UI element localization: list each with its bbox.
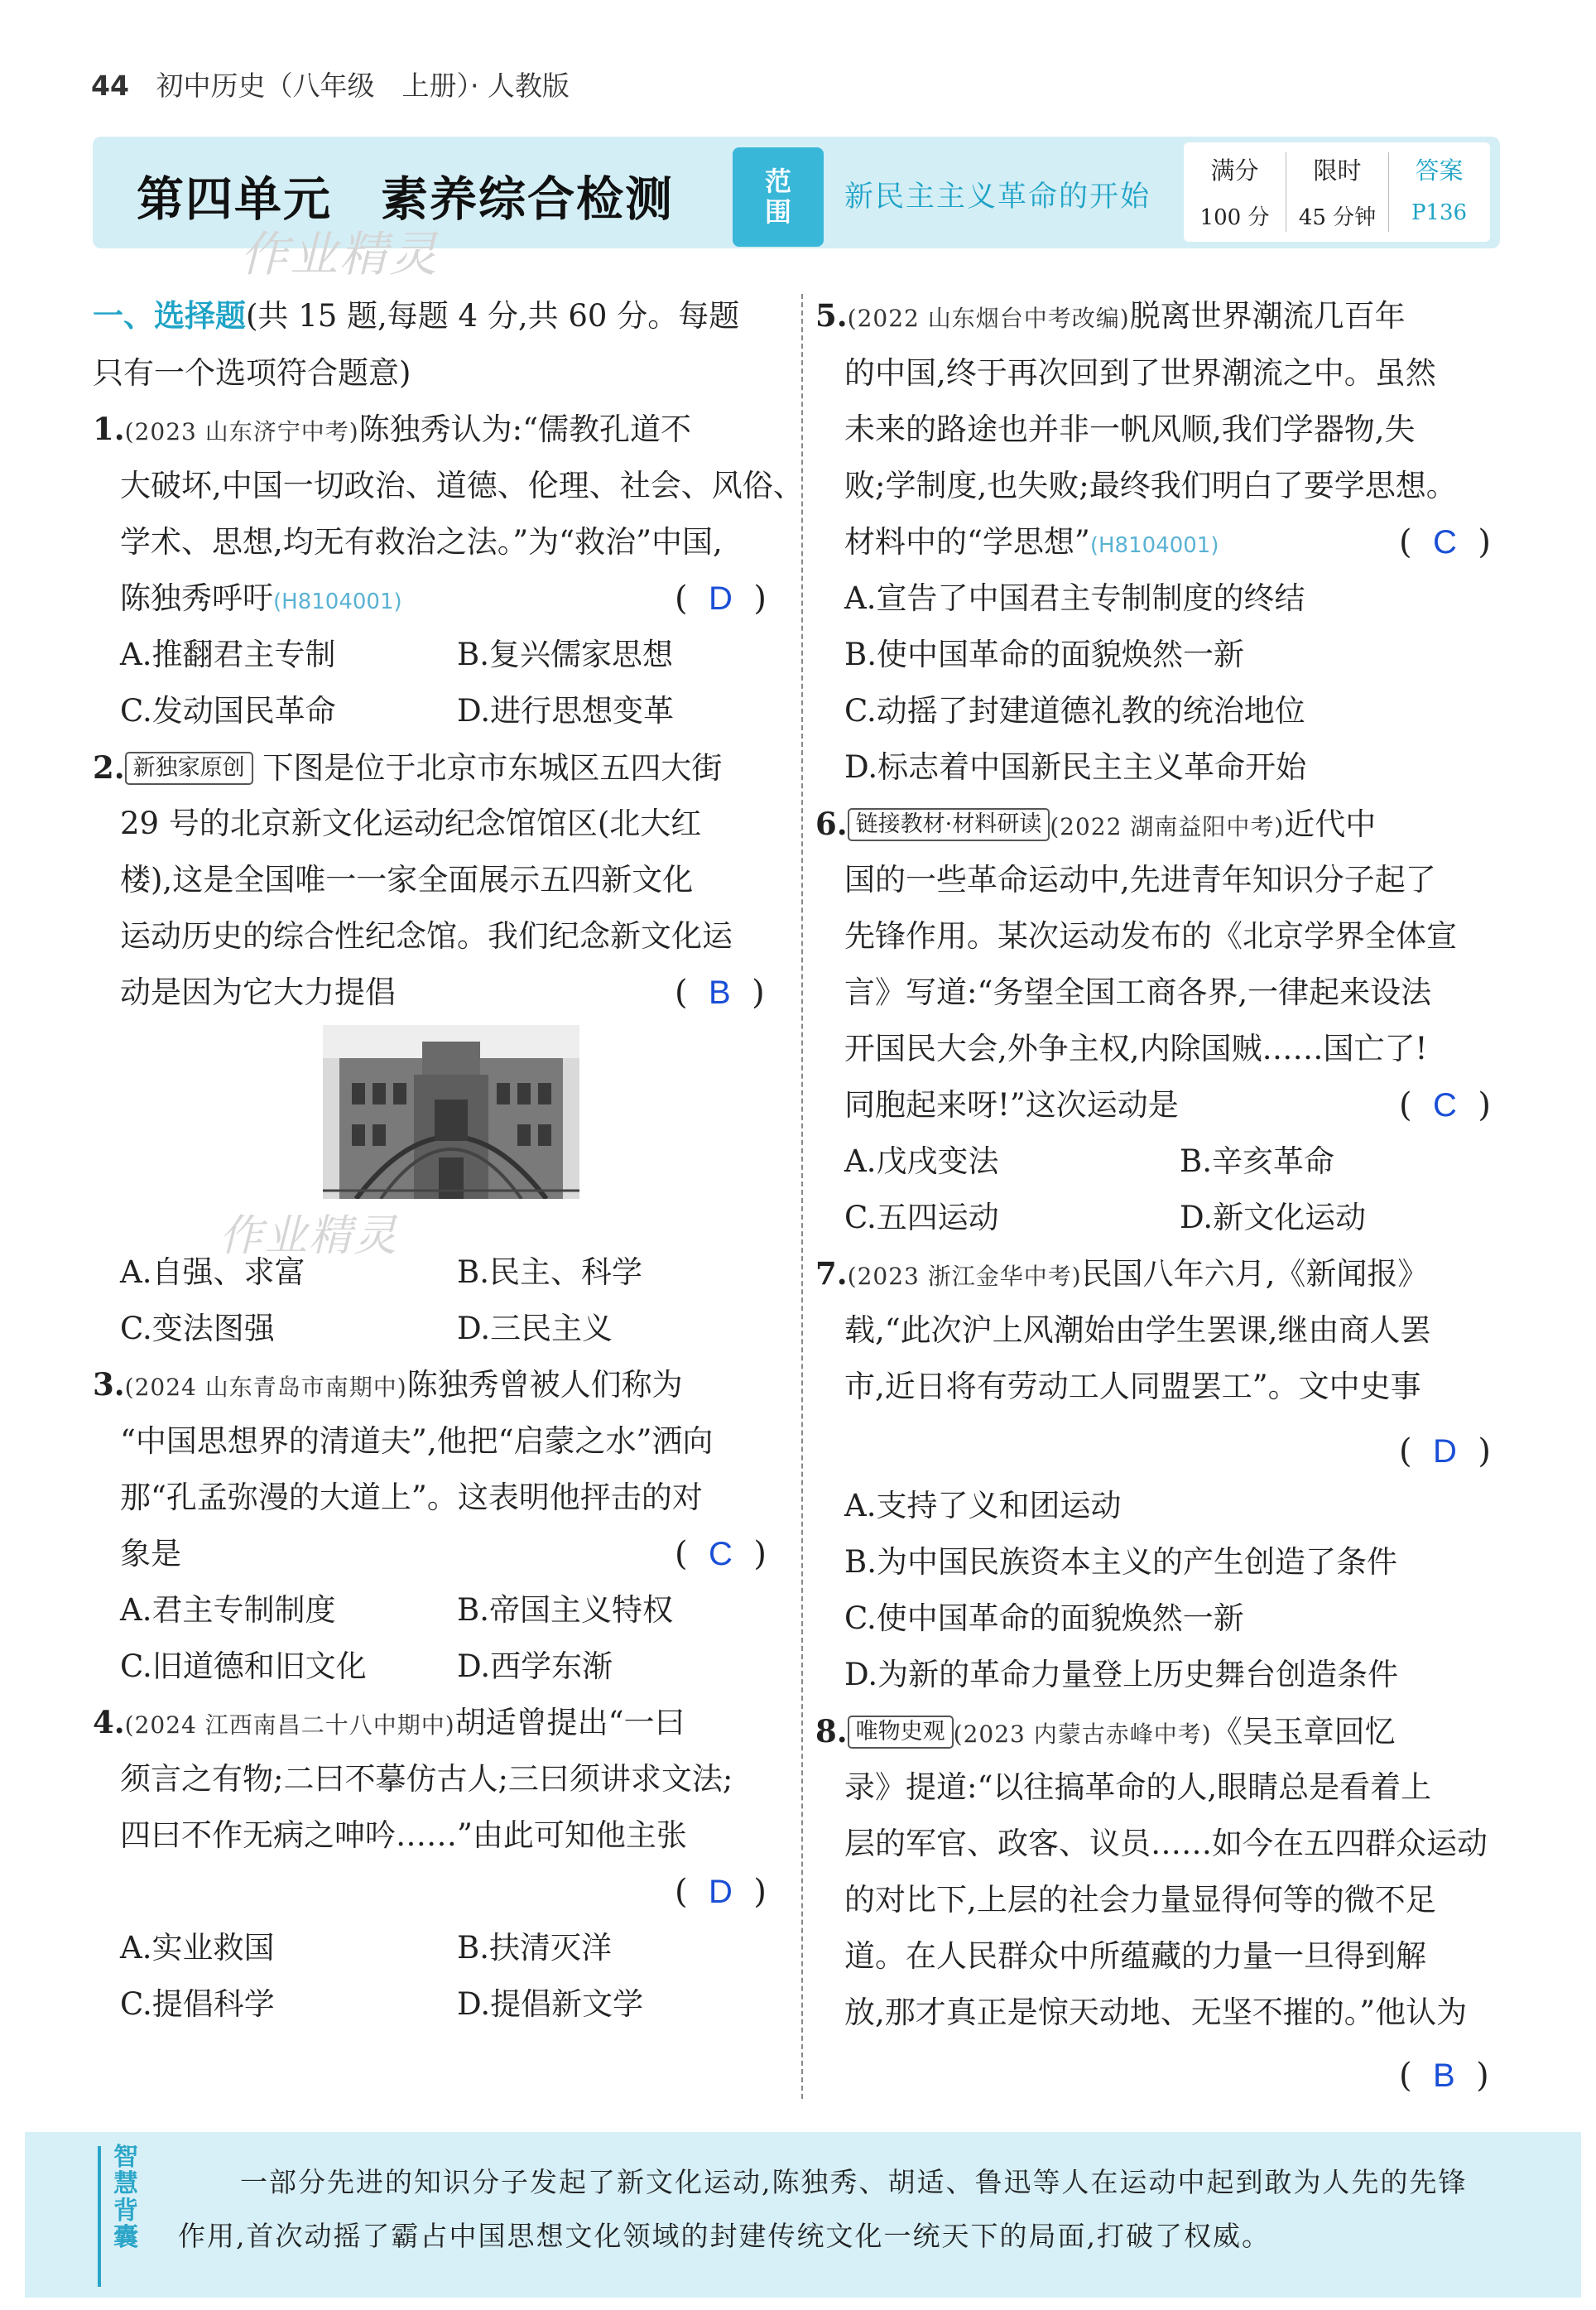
question-number: 4.: [93, 1704, 125, 1740]
option-c: C.使中国革命的面貌焕然一新: [844, 1600, 1244, 1636]
question-text: 下图是位于北京市东城区五四大街: [262, 750, 723, 786]
question-text: 陈独秀曾被人们称为: [406, 1367, 683, 1403]
section-intro: (共 15 题,每题 4 分,共 60 分。每题: [246, 298, 740, 334]
page-header: [91, 65, 570, 103]
answer-letter: D: [1433, 1433, 1457, 1470]
building-illustration: [323, 1025, 579, 1199]
option-d: D.三民主义: [457, 1311, 613, 1346]
answer-page: P136: [1411, 200, 1468, 225]
question-2: [93, 749, 723, 786]
option-a: A.宣告了中国君主专制制度的终结: [844, 580, 1305, 616]
question-text: 学术、思想,均无有救治之法。”为“救治”中国,: [120, 524, 723, 560]
answer-letter: D: [709, 580, 733, 617]
tip-accent-bar: [98, 2146, 101, 2287]
question-text: 开国民大会,外争主权,内除国贼……国亡了!: [844, 1031, 1428, 1066]
question-text: [120, 580, 402, 616]
section-intro-line: 只有一个选项符合题意): [93, 355, 411, 391]
question-source: (2023 山东济宁中考): [124, 418, 359, 445]
question-text: 四曰不作无病之呻吟……”由此可知他主张: [120, 1817, 687, 1853]
tip-label: 智慧背囊: [113, 2143, 138, 2253]
question-text: 市,近日将有劳动工人同盟罢工”。文中史事: [844, 1369, 1421, 1404]
section-heading: [93, 298, 740, 334]
answer-label: 答案: [1415, 156, 1464, 185]
question-text: 近代中: [1284, 806, 1377, 842]
option-b: B.为中国民族资本主义的产生创造了条件: [844, 1544, 1397, 1580]
option-c: C.变法图强: [120, 1311, 275, 1346]
answer-box: ( D ): [675, 1873, 767, 1911]
option-d: D.新文化运动: [1180, 1200, 1367, 1235]
option-a: A.戊戌变法: [844, 1143, 999, 1179]
option-d: D.提倡新文学: [457, 1986, 644, 2022]
full-score-label: 满分: [1210, 156, 1259, 185]
watermark: 作业精灵: [240, 226, 440, 282]
option-d: D.进行思想变革: [457, 693, 675, 729]
question-number: 5.: [815, 297, 848, 334]
question-text: 陈独秀呼吁: [120, 580, 273, 616]
option-a: A.自强、求富: [120, 1254, 305, 1290]
option-d: D.为新的革命力量登上历史舞台创造条件: [844, 1657, 1399, 1692]
question-text: 的对比下,上层的社会力量显得何等的微不足: [844, 1882, 1436, 1918]
answer-box: ( B ): [1399, 2057, 1489, 2095]
answer-letter: B: [1433, 2057, 1455, 2094]
question-text: 大破坏,中国一切政治、道德、伦理、社会、风俗、: [120, 468, 804, 503]
question-text: 的中国,终于再次回到了世界潮流之中。虽然: [844, 355, 1436, 391]
question-code: (H8104001): [1089, 533, 1219, 558]
watermark: 作业精灵: [219, 1211, 399, 1261]
question-7: [815, 1255, 1429, 1292]
answer-letter: C: [1433, 1087, 1457, 1124]
option-b: B.使中国革命的面貌焕然一新: [844, 637, 1244, 672]
scope-label: 范围: [764, 166, 791, 228]
question-text: 须言之有物;二曰不摹仿古人;三曰须讲求文法;: [120, 1761, 733, 1797]
question-number: 1.: [93, 411, 125, 447]
option-c: C.发动国民革命: [120, 693, 336, 729]
question-tag: 新独家原创: [125, 752, 253, 785]
unit-title: 第四单元 素养综合检测: [137, 172, 674, 227]
question-source: (2023 浙江金华中考): [847, 1263, 1082, 1290]
question-code: (H8104001): [273, 590, 402, 614]
question-3: [93, 1366, 683, 1403]
question-8: [815, 1713, 1396, 1749]
question-1: [93, 411, 692, 447]
answer-letter: C: [1433, 524, 1457, 561]
option-c: C.动摇了封建道德礼教的统治地位: [844, 693, 1305, 729]
question-number: 2.: [93, 749, 125, 786]
question-text: 陈独秀认为:“儒教孔道不: [358, 411, 692, 447]
option-d: D.标志着中国新民主主义革命开始: [844, 749, 1307, 785]
option-c: C.旧道德和旧文化: [120, 1648, 367, 1684]
option-c: C.五四运动: [844, 1200, 999, 1235]
option-b: B.辛亥革命: [1180, 1143, 1334, 1179]
question-source: (2024 江西南昌二十八中期中): [124, 1711, 455, 1739]
question-text: 录》提道:“以往搞革命的人,眼睛总是看着上: [844, 1769, 1432, 1805]
option-b: B.帝国主义特权: [457, 1592, 673, 1628]
option-b: B.复兴儒家思想: [457, 637, 673, 672]
question-number: 7.: [815, 1255, 848, 1292]
question-text: 层的军官、政客、议员……如今在五四群众运动: [844, 1826, 1488, 1861]
question-4: [93, 1704, 685, 1740]
question-text: [844, 524, 1219, 560]
question-5: [815, 297, 1406, 334]
question-text: 未来的路途也并非一帆风顺,我们学器物,失: [844, 411, 1416, 447]
question-text: “中国思想界的清道夫”,他把“启蒙之水”洒向: [120, 1423, 714, 1459]
question-text: 运动历史的综合性纪念馆。我们纪念新文化运: [120, 918, 733, 954]
tip-text: 作用,首次动摇了霸占中国思想文化领域的封建传统文化一统天下的局面,打破了权威。: [178, 2220, 1271, 2252]
option-b: B.扶清灭洋: [457, 1930, 612, 1966]
red-building-photo: [323, 1025, 579, 1199]
question-text: 材料中的“学思想”: [844, 524, 1090, 560]
answer-box: ( B ): [675, 974, 765, 1012]
question-text: 放,那才真正是惊天动地、无坚不摧的。”他认为: [844, 1995, 1468, 2030]
option-a: A.支持了义和团运动: [844, 1488, 1122, 1523]
question-text: 象是: [120, 1536, 181, 1571]
answer-box: ( D ): [1399, 1432, 1491, 1470]
score-info-box: [1184, 142, 1490, 242]
question-text: 同胞起来呀!”这次运动是: [844, 1087, 1179, 1123]
book-title: 初中历史（八年级 上册）· 人教版: [156, 70, 570, 102]
question-text: 先锋作用。某次运动发布的《北京学界全体宣: [844, 918, 1457, 954]
scope-text: 新民主主义革命的开始: [844, 180, 1151, 214]
question-6: [815, 808, 1376, 841]
answer-box: ( C ): [1399, 1086, 1491, 1124]
option-a: A.实业救国: [120, 1930, 275, 1966]
question-text: 民国八年六月,《新闻报》: [1081, 1256, 1429, 1292]
question-text: 动是因为它大力提倡: [120, 975, 396, 1010]
question-number: 3.: [93, 1366, 125, 1403]
question-source: (2022 山东烟台中考改编): [847, 305, 1130, 332]
question-text: 载,“此次沪上风潮始由学生罢课,继由商人罢: [844, 1312, 1431, 1348]
time-limit-value: 45 分钟: [1298, 205, 1377, 230]
question-tag: 链接教材·材料研读: [848, 808, 1050, 841]
option-a: A.推翻君主专制: [120, 637, 336, 672]
section-title: 一、选择题: [93, 298, 246, 334]
answer-box: ( C ): [675, 1535, 767, 1573]
question-tag: 唯物史观: [848, 1716, 954, 1749]
question-text: 那“孔孟弥漫的大道上”。这表明他抨击的对: [120, 1480, 703, 1515]
option-c: C.提倡科学: [120, 1986, 275, 2022]
time-limit-label: 限时: [1313, 156, 1362, 185]
question-text: 言》写道:“务望全国工商各界,一律起来设法: [844, 975, 1432, 1010]
answer-letter: D: [709, 1874, 733, 1910]
question-text: 道。在人民群众中所蕴藏的力量一旦得到解: [844, 1938, 1426, 1974]
answer-box: ( D ): [675, 580, 767, 618]
question-text: 《吴玉章回忆: [1211, 1714, 1396, 1749]
question-text: 败;学制度,也失败;最终我们明白了要学思想。: [844, 468, 1457, 503]
page-number: 44: [91, 70, 129, 102]
scope-badge: [733, 147, 824, 247]
question-text: 国的一些革命运动中,先进青年知识分子起了: [844, 862, 1436, 898]
option-d: D.西学东渐: [457, 1648, 613, 1684]
question-source: (2022 湖南益阳中考): [1050, 813, 1285, 840]
question-source: (2024 山东青岛市南期中): [124, 1374, 407, 1401]
question-text: 脱离世界潮流几百年: [1129, 298, 1406, 334]
answer-letter: B: [709, 975, 731, 1011]
option-a: A.君主专制制度: [120, 1592, 336, 1628]
question-number: 8.: [815, 1713, 848, 1749]
column-divider: [801, 294, 803, 2099]
full-score-value: 100 分: [1199, 205, 1270, 230]
answer-box: ( C ): [1399, 523, 1491, 561]
tip-text: 一部分先进的知识分子发起了新文化运动,陈独秀、胡适、鲁迅等人在运动中起到敢为人先的先锋: [240, 2166, 1468, 2198]
question-text: 楼),这是全国唯一一家全面展示五四新文化: [120, 862, 694, 898]
question-source: (2023 内蒙古赤峰中考): [953, 1720, 1212, 1748]
answer-letter: C: [709, 1536, 733, 1572]
option-b: B.民主、科学: [457, 1254, 642, 1290]
question-text: 胡适曾提出“一曰: [454, 1705, 685, 1740]
question-text: 29 号的北京新文化运动纪念馆馆区(北大红: [120, 806, 702, 841]
question-number: 6.: [815, 806, 848, 842]
